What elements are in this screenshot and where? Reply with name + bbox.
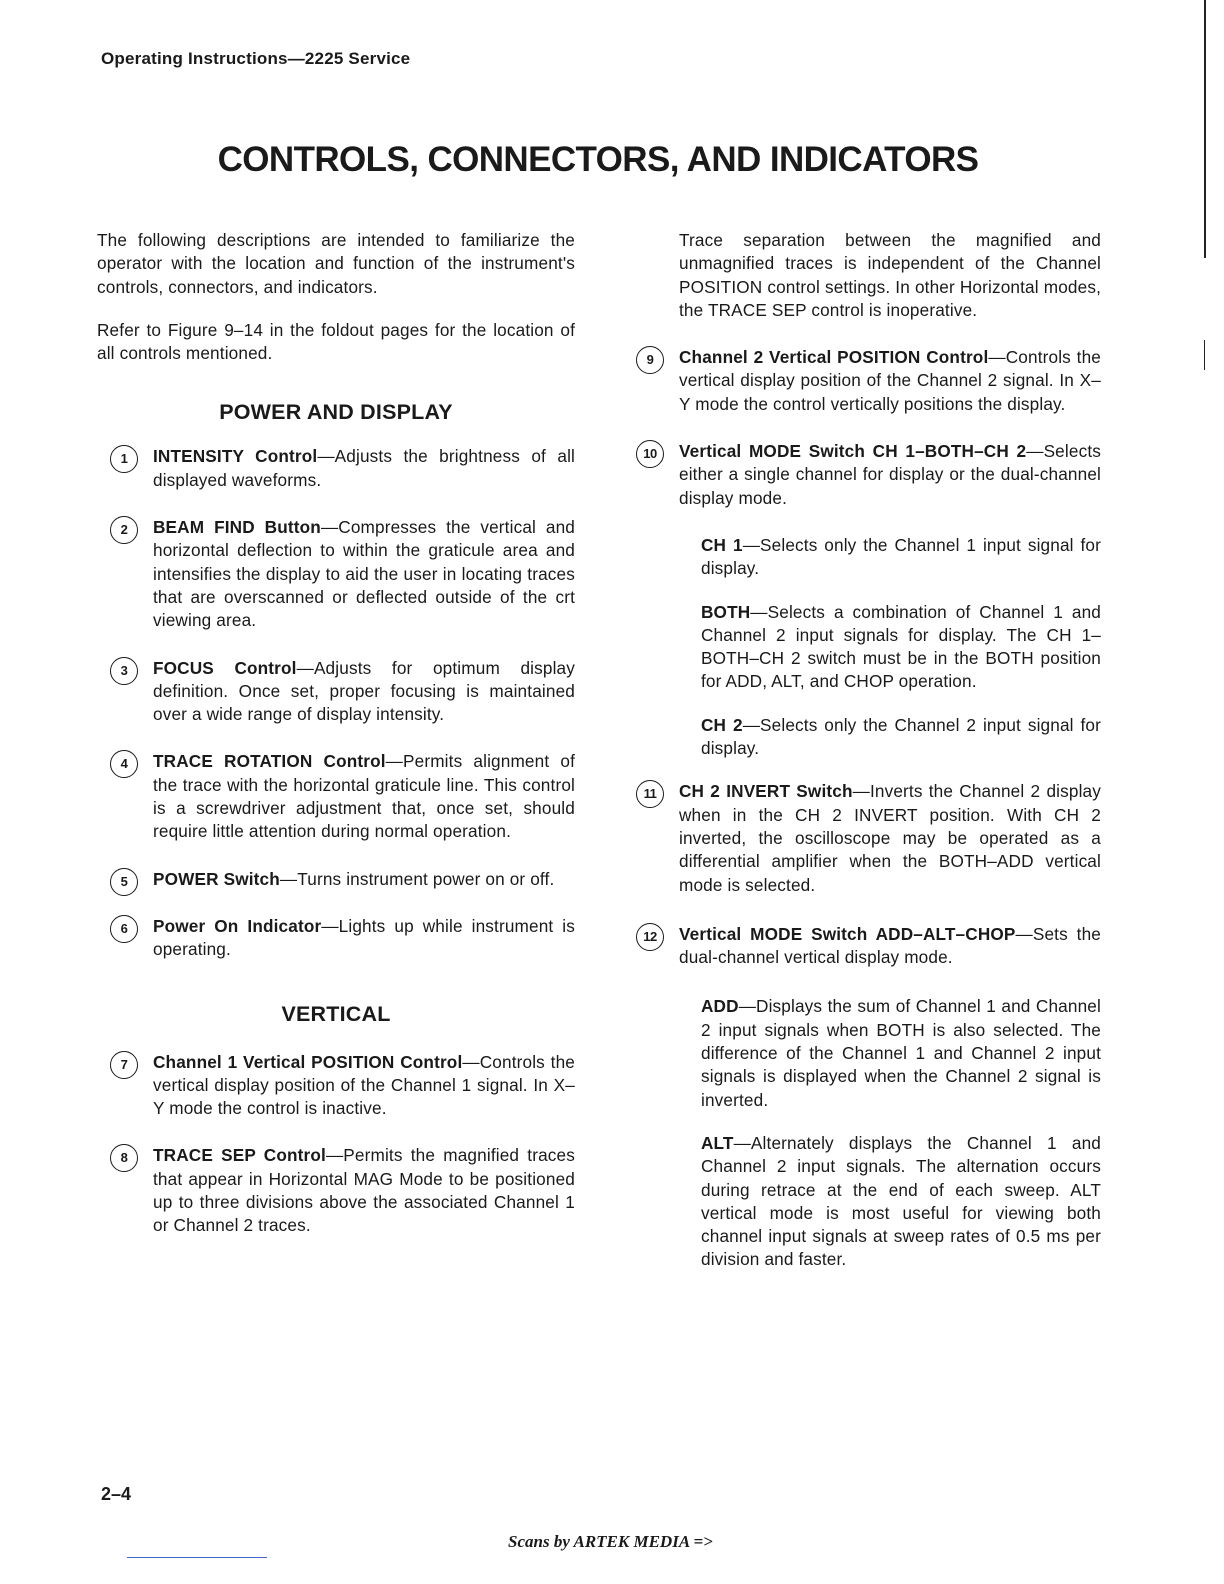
item-lead: Power On Indicator [153, 915, 322, 936]
mode-alt [633, 1132, 1101, 1272]
item-lead: Vertical MODE Switch CH 1–BOTH–CH 2 [679, 441, 1027, 462]
item-lead: POWER Switch [153, 868, 280, 889]
item-number-badge: 8 [110, 1144, 138, 1172]
intro-paragraph: The following descriptions are intended to familiarize the operator with the location and function of the instrument's controls, connectors, and indicators. [97, 230, 575, 297]
item-number-badge: 2 [110, 516, 138, 544]
item-lead: FOCUS Control [153, 657, 297, 678]
mode-lead: CH 2 [701, 714, 743, 735]
item-11 [633, 780, 1101, 896]
continuation-paragraph: Trace separation between the magnified and unmagnified traces is independent of the Channel POSITION control settings. In other Horizontal modes, the TRACE SEP control is inoperative. [679, 230, 1101, 320]
item-12 [633, 923, 1101, 970]
left-column [97, 229, 575, 1238]
item-number-badge: 7 [110, 1051, 138, 1079]
mode-lead: ALT [701, 1132, 734, 1153]
item-3 [97, 657, 575, 727]
item-number-badge: 11 [636, 780, 664, 808]
item-text: —Adjusts the brightness of all displayed waveforms. [153, 446, 576, 490]
item-text: —Controls the vertical display position of the Channel 1 signal. In X–Y mode the control is inactive. [153, 1051, 575, 1119]
item-number-badge: 4 [110, 750, 138, 778]
footer-line [127, 1557, 267, 1558]
item-lead: Channel 1 Vertical POSITION Control [153, 1051, 463, 1072]
item-lead: Channel 2 Vertical POSITION Control [679, 347, 989, 368]
item-text: —Permits alignment of the trace with the horizontal graticule line. This control is a screwdriver adjustment that, once set, should require little attention during normal operation. [153, 751, 575, 842]
mode-text: —Selects only the Channel 2 input signal for display. [701, 714, 1101, 759]
item-number-badge: 1 [110, 445, 138, 473]
item-lead: CH 2 INVERT Switch [679, 781, 853, 802]
item-lead: TRACE SEP Control [153, 1145, 326, 1166]
section-heading-power-display: POWER AND DISPLAY [219, 400, 453, 425]
item-number-badge: 10 [636, 440, 664, 468]
item-6 [97, 915, 575, 962]
item-text: —Controls the vertical display position of the Channel 2 signal. In X–Y mode the control vertically positions the display. [679, 347, 1101, 414]
mode-text: —Selects only the Channel 1 input signal for display. [701, 534, 1101, 579]
item-2 [97, 516, 575, 632]
item-5 [97, 868, 575, 891]
section-heading-vertical: VERTICAL [281, 1001, 391, 1026]
item-number-badge: 6 [110, 915, 138, 943]
scan-credit[interactable]: Scans by ARTEK MEDIA => [508, 1532, 713, 1551]
item-number-badge: 12 [636, 923, 664, 951]
right-column [633, 229, 1101, 1272]
intro-paragraph: Refer to Figure 9–14 in the foldout pages for the location of all controls mentioned. [97, 319, 575, 364]
margin-rule [1204, 340, 1205, 370]
item-lead: INTENSITY Control [153, 446, 318, 467]
item-text: —Selects either a single channel for display or the dual-channel display mode. [679, 441, 1101, 508]
page-title: CONTROLS, CONNECTORS, AND INDICATORS [217, 140, 979, 179]
item-9 [633, 346, 1101, 416]
mode-lead: ADD [701, 996, 739, 1017]
item-number-badge: 9 [636, 346, 664, 374]
item-text: —Sets the dual-channel vertical display mode. [679, 923, 1101, 968]
item-text: —Turns instrument power on or off. [279, 868, 555, 889]
item-8 [97, 1144, 575, 1237]
mode-ch1 [633, 534, 1101, 581]
item-text: —Lights up while instrument is operating. [153, 915, 575, 960]
mode-add [633, 995, 1101, 1111]
mode-both [633, 601, 1101, 694]
page-number: 2–4 [101, 1484, 132, 1504]
item-number-badge: 5 [110, 868, 138, 896]
item-number-badge: 3 [110, 657, 138, 685]
mode-ch2 [633, 714, 1101, 761]
item-1 [97, 445, 575, 492]
item-lead: BEAM FIND Button [153, 517, 321, 538]
item-lead: TRACE ROTATION Control [153, 751, 386, 772]
item-4 [97, 750, 575, 843]
item-7 [97, 1051, 575, 1121]
item-text: —Compresses the vertical and horizontal deflection to within the graticule area and intensifies the display to aid the user in locating traces that are overscanned or deflected outside of the crt viewing area. [153, 517, 575, 631]
item-text: —Inverts the Channel 2 display when in the CH 2 INVERT position. With CH 2 inverted, the oscilloscope may be operated as a differential amplifier when the BOTH–ADD vertical mode is selected. [679, 781, 1101, 895]
mode-text: —Selects a combination of Channel 1 and Channel 2 input signals for display. The CH 1–BOTH–CH 2 switch must be in the BOTH position for ADD, ALT, and CHOP operation. [701, 601, 1101, 692]
item-lead: Vertical MODE Switch ADD–ALT–CHOP [679, 923, 1016, 944]
running-head: Operating Instructions—2225 Service [101, 49, 411, 68]
mode-lead: CH 1 [701, 534, 743, 555]
margin-rule [1204, 0, 1206, 258]
item-10 [633, 440, 1101, 510]
mode-text: —Alternately displays the Channel 1 and Channel 2 input signals. The alternation occurs during retrace at the end of each sweep. ALT vertical mode is most useful for viewing both channel input signals at sweep rates of 0.5 ms per division and faster. [701, 1132, 1101, 1270]
item-text: —Adjusts for optimum display definition. Once set, proper focusing is maintained over a wide range of display intensity. [153, 657, 576, 725]
mode-text: —Displays the sum of Channel 1 and Channel 2 input signals when BOTH is also selected. The difference of the Channel 1 and Channel 2 input signals is displayed when the Channel 2 signal is inverted. [701, 996, 1101, 1110]
item-text: —Permits the magnified traces that appear in Horizontal MAG Mode to be positioned up to three divisions above the associated Channel 1 or Channel 2 traces. [153, 1145, 575, 1236]
mode-lead: BOTH [701, 601, 751, 622]
